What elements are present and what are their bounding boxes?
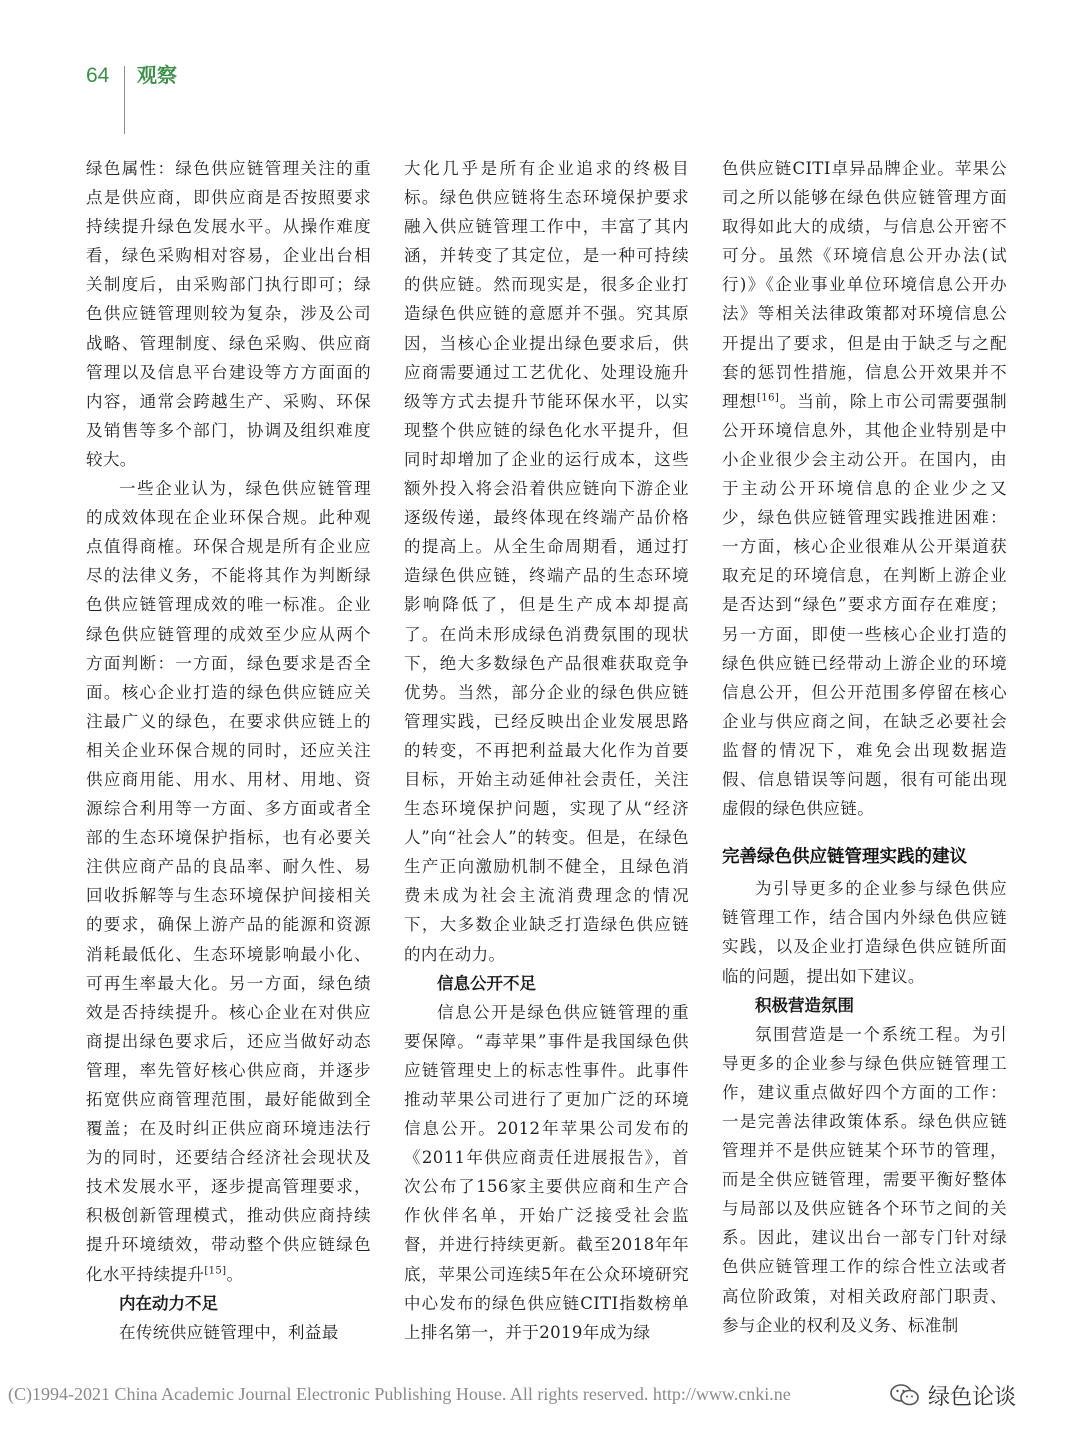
page-number: 64	[86, 64, 110, 87]
paragraph-text: 色供应链CITI卓异品牌企业。苹果公司之所以能够在绿色供应链管理方面取得如此大的成绩，与信息公开密不可分。虽然《环境信息公开办法(试行)》《企业事业单位环境信息公开办法》等相关法律政策都对环境信息公开提出了要求，但是由于缺乏与之配套的惩罚性措施，信息公开效果并不理想	[722, 159, 1007, 411]
paragraph	[722, 154, 1007, 823]
watermark-text: 绿色论谈	[928, 1384, 1017, 1410]
citation: [16]	[757, 392, 780, 404]
paragraph: 大化几乎是所有企业追求的终极目标。绿色供应链将生态环境保护要求融入供应链管理工作中，丰富了其内涵，并转变了其定位，是一种可持续的供应链。然而现实是，很多企业打造绿色供应链的意愿并不强。究其原因，当核心企业提出绿色要求后，供应商需要通过工艺优化、处理设施升级等方式去提升节能环保水平，以实现整个供应链的绿色化水平提升，但同时却增加了企业的运行成本，这些额外投入将会沿着供应链向下游企业逐级传递，最终体现在终端产品价格的提高上。从全生命周期看，通过打造绿色供应链，终端产品的生态环境影响降低了，但是生产成本却提高了。在尚未形成绿色消费氛围的现状下，绝大多数绿色产品很难获取竞争优势。当然，部分企业的绿色供应链管理实践，已经反映出企业发展思路的转变，不再把利益最大化作为首要目标，开始主动延伸社会责任，关注生态环境保护问题，实现了从“经济人”向“社会人”的转变。但是，在绿色生产正向激励机制不健全，且绿色消费未成为社会主流消费理念的情况下，大多数企业缺乏打造绿色供应链的内在动力。	[404, 159, 689, 964]
paragraph-text: 一些企业认为，绿色供应链管理的成效体现在企业环保合规。此种观点值得商榷。环保合规是所有企业应尽的法律义务，不能将其作为判断绿色供应链管理成效的唯一标准。企业绿色供应链管理的成效至少应从两个方面判断：一方面，绿色要求是否全面。核心企业打造的绿色供应链应关注最广义的绿色，在要求供应链上的相关企业环保合规的同时，还应关注供应商用能、用水、用材、用地、资源综合利用等一方面、多方面或者全部的生态环境保护指标，也有必要关注供应商产品的良品率、耐久性、易回收拆解等与生态环境保护间接相关的要求，确保上游产品的能源和资源消耗最低化、生态环境影响最小化、可再生率最大化。另一方面，绿色绩效是否持续提升。核心企业在对供应商提出绿色要求后，还应当做好动态管理，率先管好核心供应商，并逐步拓宽供应商管理范围，最好能做到全覆盖；在及时纠正供应商环境违法行为的同时，还要结合经济社会现状及技术发展水平，逐步提高管理要求，积极创新管理模式，推动供应商持续提升环境绩效，带动整个供应链绿色化水平持续提升	[86, 479, 371, 1284]
paragraph: 为引导更多的企业参与绿色供应链管理工作，结合国内外绿色供应链实践，以及企业打造绿色供应链所面临的问题，提出如下建议。	[722, 879, 1007, 986]
copyright-notice: (C)1994-2021 China Academic Journal Electronic Publishing House. All rights reserved. http://www.cnki.ne	[8, 1384, 791, 1404]
section-heading: 完善绿色供应链管理实践的建议	[722, 847, 967, 868]
subheading: 积极营造氛围	[755, 995, 854, 1015]
paragraph: 氛围营造是一个系统工程。为引导更多的企业参与绿色供应链管理工作，建议重点做好四个方面的工作：一是完善法律政策体系。绿色供应链管理并不是供应链某个环节的管理，而是全供应链管理，需要平衡好整体与局部以及供应链各个环节之间的关系。因此，建议出台一部专门针对绿色供应链管理工作的综合性立法或者高位阶政策，对相关政府部门职责、参与企业的权利及义务、标准制	[722, 1024, 1007, 1335]
text-column-1	[86, 154, 371, 1384]
paragraph	[86, 474, 371, 1289]
paragraph: 绿色属性：绿色供应链管理关注的重点是供应商，即供应商是否按照要求持续提升绿色发展水平。从操作难度看，绿色采购相对容易，企业出台相关制度后，由采购部门执行即可；绿色供应链管理则较为复杂，涉及公司战略、管理制度、绿色采购、供应商管理以及信息平台建设等方方面面的内容，通常会跨越生产、采购、环保及销售等多个部门，协调及组织难度较大。	[86, 159, 371, 469]
paragraph: 在传统供应链管理中，利益最	[119, 1322, 339, 1342]
paragraph: 信息公开是绿色供应链管理的重要保障。“毒苹果”事件是我国绿色供应链管理史上的标志性事件。此事件推动苹果公司进行了更加广泛的环境信息公开。2012年苹果公司发布的《2011年供应商责任进展报告》，首次公布了156家主要供应商和生产合作伙伴名单，开始广泛接受社会监督，并进行持续更新。截至2018年年底，苹果公司连续5年在公众环境研究中心发布的绿色供应链CITI指数榜单上排名第一，并于2019年成为绿	[404, 1002, 689, 1342]
watermark	[882, 1380, 1026, 1410]
text-column-2	[404, 154, 689, 1384]
subheading: 内在动力不足	[119, 1293, 218, 1313]
page-footer	[0, 1380, 1080, 1420]
wechat-icon	[890, 1384, 920, 1406]
subheading: 信息公开不足	[437, 973, 536, 993]
paragraph-tail: 。当前，除上市公司需要强制公开环境信息外，其他企业特别是中小企业很少会主动公开。在国内，由于主动公开环境信息的企业少之又少，绿色供应链管理实践推进困难：一方面，核心企业很难从公开渠道获取充足的环境信息，在判断上游企业是否达到“绿色”要求方面存在难度；另一方面，即使一些核心企业打造的绿色供应链已经带动上游企业的环境信息公开，但公开范围多停留在核心企业与供应商之间，在缺乏必要社会监督的情况下，难免会出现数据造假、信息错误等问题，很有可能出现虚假的绿色供应链。	[722, 391, 1007, 819]
text-column-3	[722, 154, 1007, 1384]
paragraph-tail: 。	[226, 1264, 244, 1284]
citation: [15]	[204, 1265, 227, 1277]
section-label: 观察	[137, 65, 177, 87]
header-divider	[124, 66, 125, 134]
